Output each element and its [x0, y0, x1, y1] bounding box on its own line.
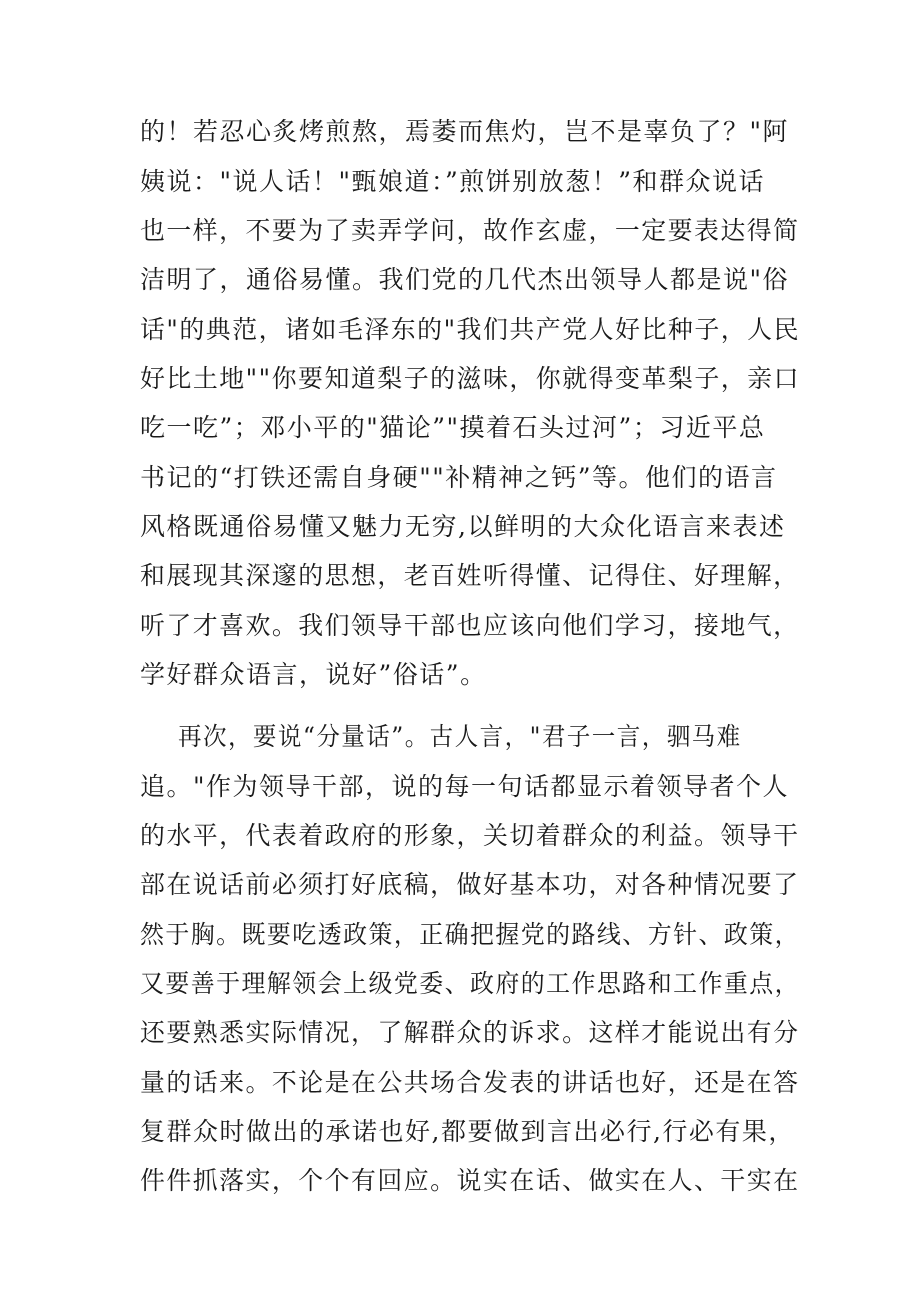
text-line: 的水平，代表着政府的形象，关切着群众的利益。领导干	[140, 821, 800, 850]
text-line: 姨说："说人话！"甄娘道：”煎饼别放葱！”和群众说话	[140, 167, 766, 196]
text-line: 还要熟悉实际情况，了解群众的诉求。这样才能说出有分	[140, 1018, 800, 1047]
text-line: 再次，要说“分量话”。古人言，"君子一言，驷马难	[178, 722, 742, 751]
text-line: 风格既通俗易懂又魅力无穷,以鲜明的大众化语言来表述	[140, 512, 786, 541]
text-line: 也一样，不要为了卖弄学问，故作玄虚，一定要表达得简	[140, 216, 800, 245]
text-line: 的！若忍心炙烤煎熬，焉萎而焦灼，岂不是辜负了？"阿	[140, 117, 790, 146]
text-line: 话"的典范，诸如毛泽东的"我们共产党人好比种子，人民	[140, 315, 801, 344]
text-line: 追。"作为领导干部，说的每一句话都显示着领导者个人	[140, 772, 790, 801]
text-line: 好比土地""你要知道梨子的滋味，你就得变革梨子，亲口	[140, 364, 801, 393]
text-line: 学好群众语言，说好”俗话”。	[140, 660, 487, 689]
text-line: 复群众时做出的承诺也好,都要做到言出必行,行必有果，	[140, 1117, 795, 1146]
text-line: 听了才喜欢。我们领导干部也应该向他们学习，接地气，	[140, 611, 800, 640]
text-line: 洁明了，通俗易懂。我们党的几代杰出领导人都是说"俗	[140, 265, 790, 294]
text-line: 又要善于理解领会上级党委、政府的工作思路和工作重点，	[140, 969, 801, 998]
text-line: 然于胸。既要吃透政策，正确把握党的路线、方针、政策，	[140, 920, 801, 949]
text-line: 件件抓落实，个个有回应。说实在话、做实在人、干实在	[140, 1166, 800, 1195]
text-line: 部在说话前必须打好底稿，做好基本功，对各种情况要了	[140, 870, 800, 899]
text-line: 吃一吃”；邓小平的"猫论”"摸着石头过河”；习近平总	[140, 413, 766, 442]
text-line: 和展现其深邃的思想，老百姓听得懂、记得住、好理解，	[140, 561, 800, 590]
text-line: 量的话来。不论是在公共场合发表的讲话也好，还是在答	[140, 1068, 800, 1097]
text-line: 书记的“打铁还需自身硬""补精神之钙”等。他们的语言	[140, 463, 778, 492]
